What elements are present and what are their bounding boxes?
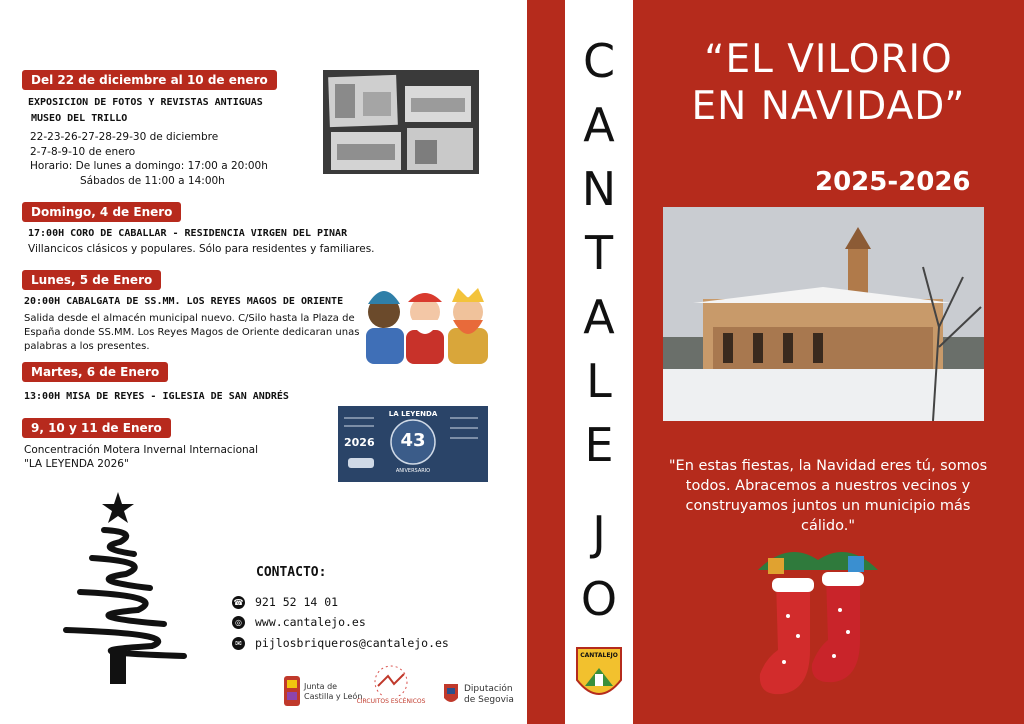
logo-circuitos-escenicos <box>348 662 434 710</box>
red-strip <box>527 0 565 724</box>
event-1-subtitle: MUSEO DEL TRILLO <box>31 113 128 124</box>
date-badge-2: Domingo, 4 de Enero <box>22 202 181 222</box>
three-kings-illustration <box>362 278 492 366</box>
event-2-description: Villancicos clásicos y populares. Sólo para residentes y familiares. <box>28 243 375 255</box>
dip-line-2: de Segovia <box>464 695 514 705</box>
event-1-hours: Horario: De lunes a domingo: 17:00 a 20:00h <box>30 160 268 172</box>
event-1-dates-jan: 2-7-8-9-10 de enero <box>30 146 136 158</box>
cover-title-line-1: “EL VILORIO <box>704 37 953 82</box>
event-5-title: Concentración Motera Invernal Internacional <box>24 444 258 456</box>
leyenda-number: 43 <box>400 430 426 451</box>
event-1-saturday: Sábados de 11:00 a 14:00h <box>80 175 225 187</box>
date-badge-1: Del 22 de diciembre al 10 de enero <box>22 70 277 90</box>
date-badge-4: Martes, 6 de Enero <box>22 362 168 382</box>
event-1-dates-dec: 22-23-26-27-28-29-30 de diciembre <box>30 131 219 143</box>
cover-year: 2025-2026 <box>815 167 971 197</box>
church-photo <box>663 207 984 421</box>
date-badge-3: Lunes, 5 de Enero <box>22 270 161 290</box>
jcyl-line-1: Junta de <box>304 682 338 691</box>
town-letter-3: N <box>581 162 617 216</box>
christmas-tree-icon <box>42 488 196 688</box>
contact-email-link[interactable]: pijlosbriqueros@cantalejo.es <box>255 636 449 650</box>
star-icon <box>102 492 134 523</box>
mail-icon: ✉ <box>232 637 245 650</box>
circuitos-word-b: ESCÉNICOS <box>390 698 426 705</box>
contact-email-row[interactable] <box>232 634 449 652</box>
town-letter-1: C <box>582 34 616 88</box>
circuitos-word-a: CIRCUITOS <box>356 698 389 705</box>
leyenda-poster <box>338 406 488 482</box>
date-badge-5: 9, 10 y 11 de Enero <box>22 418 171 438</box>
event-4-title: 13:00H MISA DE REYES - IGLESIA DE SAN ANDRÉS <box>24 391 289 402</box>
town-letter-4: T <box>584 226 614 280</box>
contact-phone: 921 52 14 01 <box>255 595 339 609</box>
circuitos-text <box>348 698 434 705</box>
town-name-column <box>565 0 633 724</box>
leyenda-title: LA LEYENDA <box>388 410 438 418</box>
leyenda-year: 2026 <box>344 436 375 449</box>
event-2-title: 17:00H CORO DE CABALLAR - RESIDENCIA VIRGEN DEL PINAR <box>28 228 348 239</box>
logo-diputacion-segovia <box>444 682 524 710</box>
town-letter-5: A <box>583 290 615 344</box>
town-shield <box>575 646 623 706</box>
leyenda-ribbon: ANIVERSARIO <box>395 468 431 474</box>
event-1-title: EXPOSICION DE FOTOS Y REVISTAS ANTIGUAS <box>28 97 263 108</box>
event-5-subtitle: "LA LEYENDA 2026" <box>24 458 129 470</box>
old-photos-collage <box>323 70 479 174</box>
town-letter-6: L <box>586 354 612 408</box>
phone-icon: ☎ <box>233 597 244 607</box>
event-3-description: Salida desde el almacén municipal nuevo. C/Silo hasta la Plaza de España donde SS.MM. Los Reyes Magos de Oriente dedicaran unas palabras a los presentes. <box>24 313 360 352</box>
dip-line-1: Diputación <box>464 684 513 694</box>
town-letter-7: E <box>584 418 614 472</box>
cover-quote: "En estas fiestas, la Navidad eres tú, somos todos. Abracemos a nuestros vecinos y construyamos juntos un municipio más cálido." <box>668 458 988 534</box>
logo-junta-castilla-leon <box>284 674 363 708</box>
town-letter-9: O <box>580 572 618 626</box>
contact-phone-row <box>232 593 338 611</box>
cover-title <box>633 36 1024 130</box>
christmas-stockings-illustration <box>748 540 888 710</box>
contact-heading: CONTACTO: <box>256 565 327 580</box>
globe-icon: ◎ <box>232 616 245 629</box>
contact-web-row[interactable] <box>232 613 366 631</box>
shield-label: CANTALEJO <box>580 652 618 659</box>
contact-web-link[interactable]: www.cantalejo.es <box>255 615 366 629</box>
cover-title-line-2: EN NAVIDAD” <box>691 84 966 129</box>
event-3-title: 20:00H CABALGATA DE SS.MM. LOS REYES MAGOS DE ORIENTE <box>24 296 344 307</box>
jcyl-line-2: Castilla y León <box>304 692 363 701</box>
town-letter-8: J <box>592 506 606 560</box>
town-letter-2: A <box>583 98 615 152</box>
